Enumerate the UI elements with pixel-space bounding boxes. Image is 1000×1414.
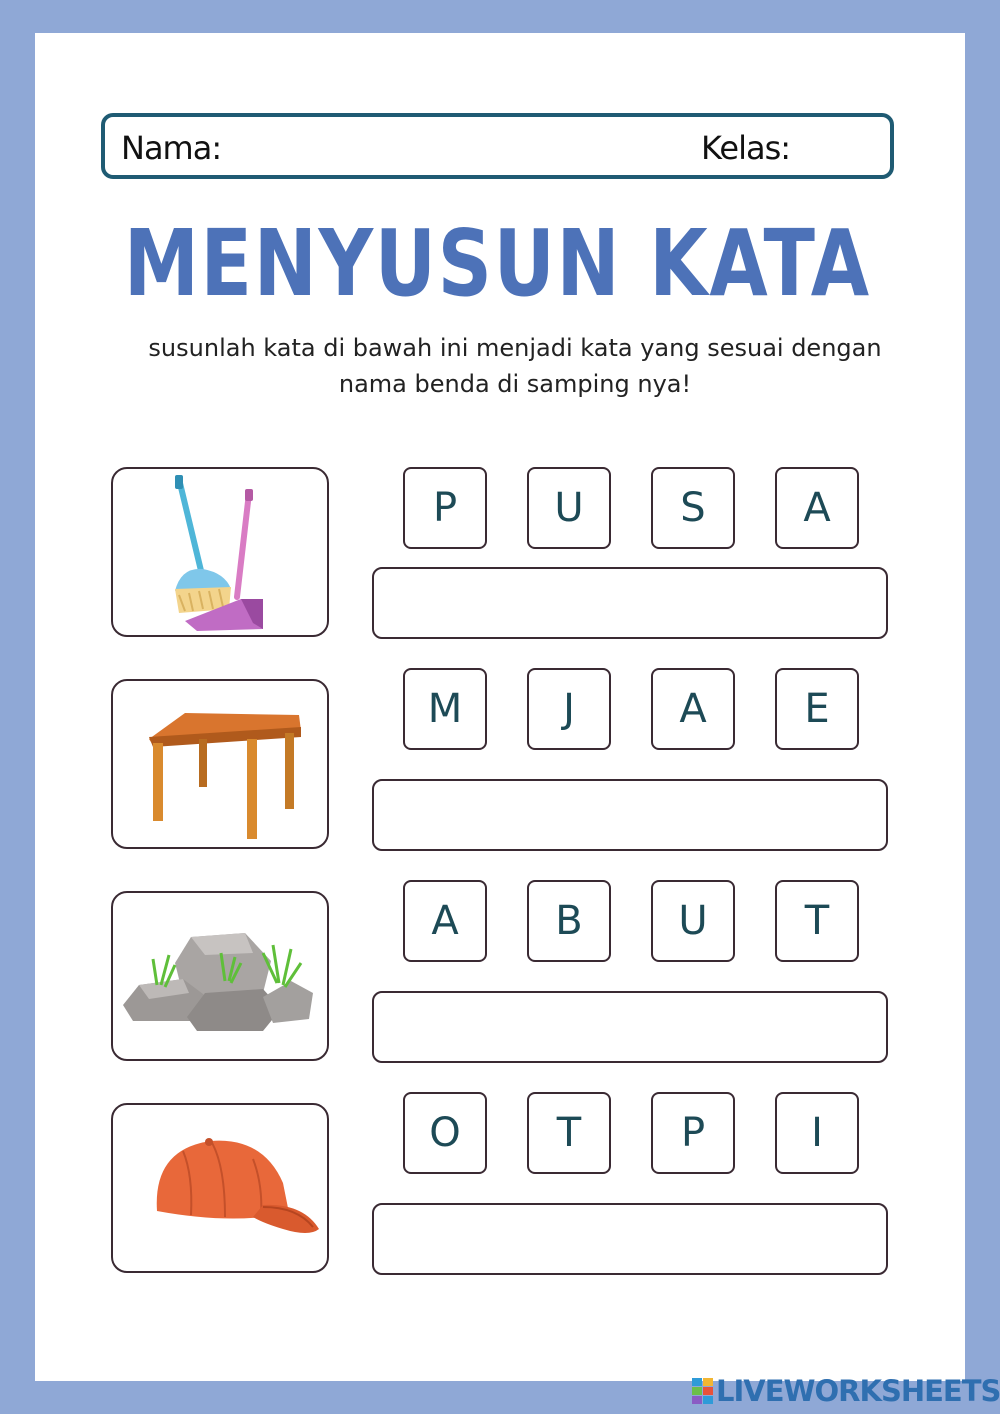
image-box-3 (111, 891, 329, 1061)
answer-field-3[interactable] (372, 991, 888, 1063)
letter-tile[interactable]: M (403, 668, 487, 750)
letter-tile[interactable]: I (775, 1092, 859, 1174)
instruction-line-1: susunlah kata di bawah ini menjadi kata yang sesuai dengan (148, 334, 882, 362)
letter-tile[interactable]: P (651, 1092, 735, 1174)
letter-tile[interactable]: P (403, 467, 487, 549)
letter-tile[interactable]: T (775, 880, 859, 962)
image-box-4 (111, 1103, 329, 1273)
letter-tile[interactable]: A (403, 880, 487, 962)
name-label: Nama: (121, 129, 222, 167)
brand-text: LIVEWORKSHEETS (716, 1374, 1000, 1408)
letter-tile[interactable]: S (651, 467, 735, 549)
class-label: Kelas: (701, 129, 791, 167)
page-title: MENYUSUN KATA (123, 210, 871, 317)
instruction-line-2: nama benda di samping nya! (338, 370, 692, 398)
answer-field-1[interactable] (372, 567, 888, 639)
letter-tile[interactable]: B (527, 880, 611, 962)
letter-tile[interactable]: A (775, 467, 859, 549)
image-box-2 (111, 679, 329, 849)
letter-tile[interactable]: A (651, 668, 735, 750)
liveworksheets-logo-icon (692, 1378, 714, 1406)
letter-tile[interactable]: U (527, 467, 611, 549)
letter-tile[interactable]: T (527, 1092, 611, 1174)
broom-dustpan-icon (113, 469, 331, 639)
name-class-box (101, 113, 894, 179)
instruction-text (0, 330, 1000, 402)
letter-tile[interactable]: O (403, 1092, 487, 1174)
letter-tile[interactable]: J (527, 668, 611, 750)
table-icon (113, 681, 331, 851)
image-box-1 (111, 467, 329, 637)
answer-field-2[interactable] (372, 779, 888, 851)
letter-tile[interactable]: E (775, 668, 859, 750)
answer-field-4[interactable] (372, 1203, 888, 1275)
rocks-icon (113, 893, 331, 1063)
letter-tile[interactable]: U (651, 880, 735, 962)
cap-icon (113, 1105, 331, 1275)
